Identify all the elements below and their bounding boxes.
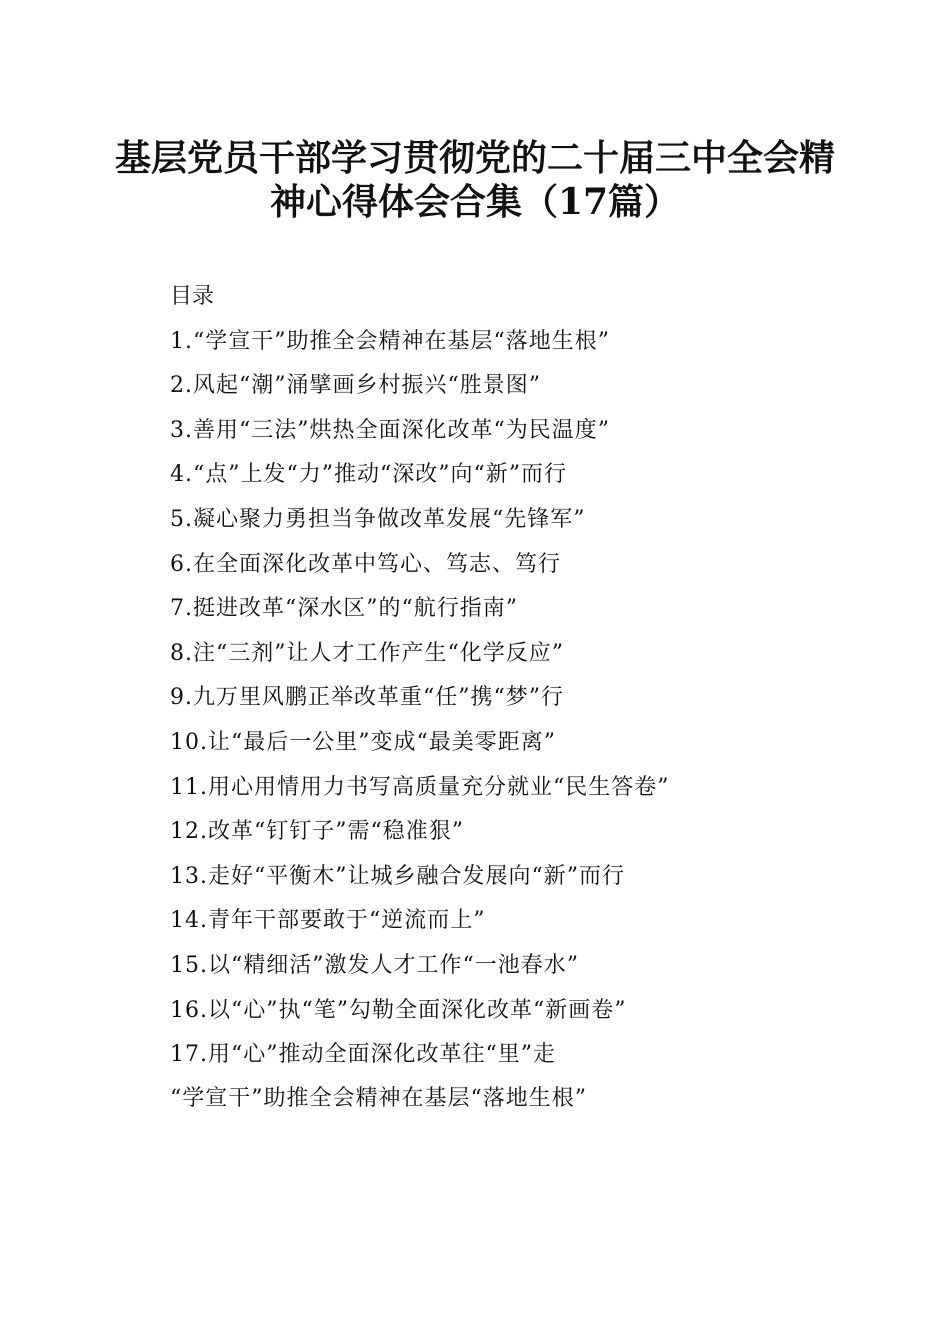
toc-heading: 目录 bbox=[170, 284, 215, 309]
toc-item-2: 2.风起“潮”涌擘画乡村振兴“胜景图” bbox=[170, 373, 541, 399]
document-title bbox=[90, 136, 860, 224]
toc-item-4: 4.“点”上发“力”推动“深改”向“新”而行 bbox=[170, 462, 567, 488]
toc-item-17: 17.用“心”推动全面深化改革往“里”走 bbox=[170, 1042, 556, 1068]
toc-item-14: 14.青年干部要敢于“逆流而上” bbox=[170, 908, 486, 934]
toc-item-1: 1.“学宣干”助推全会精神在基层“落地生根” bbox=[170, 328, 610, 354]
toc-item-7: 7.挺进改革“深水区”的“航行指南” bbox=[170, 596, 518, 622]
first-article-heading: “学宣干”助推全会精神在基层“落地生根” bbox=[170, 1086, 587, 1111]
toc-item-13: 13.走好“平衡木”让城乡融合发展向“新”而行 bbox=[170, 863, 625, 889]
title-line-2: 神心得体会合集（17篇） bbox=[269, 181, 681, 223]
toc-item-5: 5.凝心聚力勇担当争做改革发展“先锋军” bbox=[170, 506, 586, 532]
toc-item-12: 12.改革“钉钉子”需“稳准狠” bbox=[170, 819, 464, 845]
toc-item-6: 6.在全面深化改革中笃心、笃志、笃行 bbox=[170, 551, 561, 577]
toc-item-8: 8.注“三剂”让人才工作产生“化学反应” bbox=[170, 640, 564, 666]
toc-item-3: 3.善用“三法”烘热全面深化改革“为民温度” bbox=[170, 417, 610, 443]
toc-item-10: 10.让“最后一公里”变成“最美零距离” bbox=[170, 729, 556, 755]
toc-item-11: 11.用心用情用力书写高质量充分就业“民生答卷” bbox=[170, 774, 670, 800]
title-line-1: 基层党员干部学习贯彻党的二十届三中全会精 bbox=[114, 137, 835, 179]
toc-item-9: 9.九万里风鹏正举改革重“任”携“梦”行 bbox=[170, 685, 564, 711]
toc-item-15: 15.以“精细活”激发人才工作“一池春水” bbox=[170, 952, 579, 978]
toc-item-16: 16.以“心”执“笔”勾勒全面深化改革“新画卷” bbox=[170, 997, 627, 1023]
table-of-contents bbox=[170, 280, 910, 1083]
